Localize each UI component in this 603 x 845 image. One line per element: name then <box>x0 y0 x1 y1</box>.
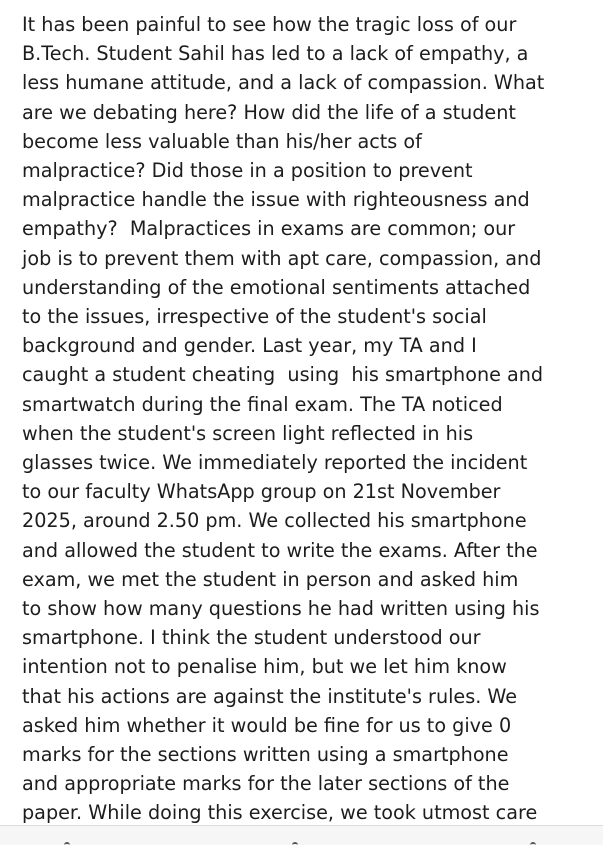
text-line: intention not to penalise him, but we let him know <box>22 655 507 679</box>
text-line: understanding of the emotional sentiments attached <box>22 275 531 299</box>
text-line: asked him whether it would be fine for us to give 0 <box>22 713 512 737</box>
text-line: when the student's screen light reflected in his <box>22 421 474 445</box>
text-line: malpractice? Did those in a position to prevent <box>22 159 473 183</box>
text-line: and appropriate marks for the later sections of the <box>22 772 510 796</box>
text-line: to the issues, irrespective of the student's social <box>22 305 487 329</box>
text-line: exam, we met the student in person and asked him <box>22 567 519 591</box>
text-line: B.Tech. Student Sahil has led to a lack of empathy, a <box>22 42 529 66</box>
text-line: It has been painful to see how the tragic loss of our <box>22 13 517 36</box>
text-line: 2025, around 2.50 pm. We collected his smartphone <box>22 509 527 533</box>
text-line: are we debating here? How did the life of a student <box>22 100 516 124</box>
post-body-text <box>22 10 597 828</box>
text-line: malpractice handle the issue with righteousness and <box>22 188 530 212</box>
text-line: to show how many questions he had written using his <box>22 597 540 621</box>
text-line: glasses twice. We immediately reported the incident <box>22 451 528 475</box>
text-line: job is to prevent them with apt care, compassion, and <box>22 246 542 270</box>
text-line: that his actions are against the institute's rules. We <box>22 684 518 708</box>
text-line: paper. While doing this exercise, we took utmost care <box>22 801 538 825</box>
text-line: marks for the sections written using a smartphone <box>22 743 509 767</box>
text-line: to our faculty WhatsApp group on 21st November <box>22 480 501 504</box>
text-line: smartwatch during the final exam. The TA noticed <box>22 392 503 416</box>
text-line: less humane attitude, and a lack of compassion. What <box>22 71 545 95</box>
text-line: empathy? Malpractices in exams are common; our <box>22 217 516 241</box>
text-line: smartphone. I think the student understood our <box>22 626 481 650</box>
text-line: become less valuable than his/her acts of <box>22 129 422 153</box>
bottom-toolbar <box>0 825 603 845</box>
text-line: caught a student cheating using his smartphone and <box>22 363 544 387</box>
text-line: and allowed the student to write the exams. After the <box>22 538 538 562</box>
text-line: background and gender. Last year, my TA and I <box>22 334 477 358</box>
